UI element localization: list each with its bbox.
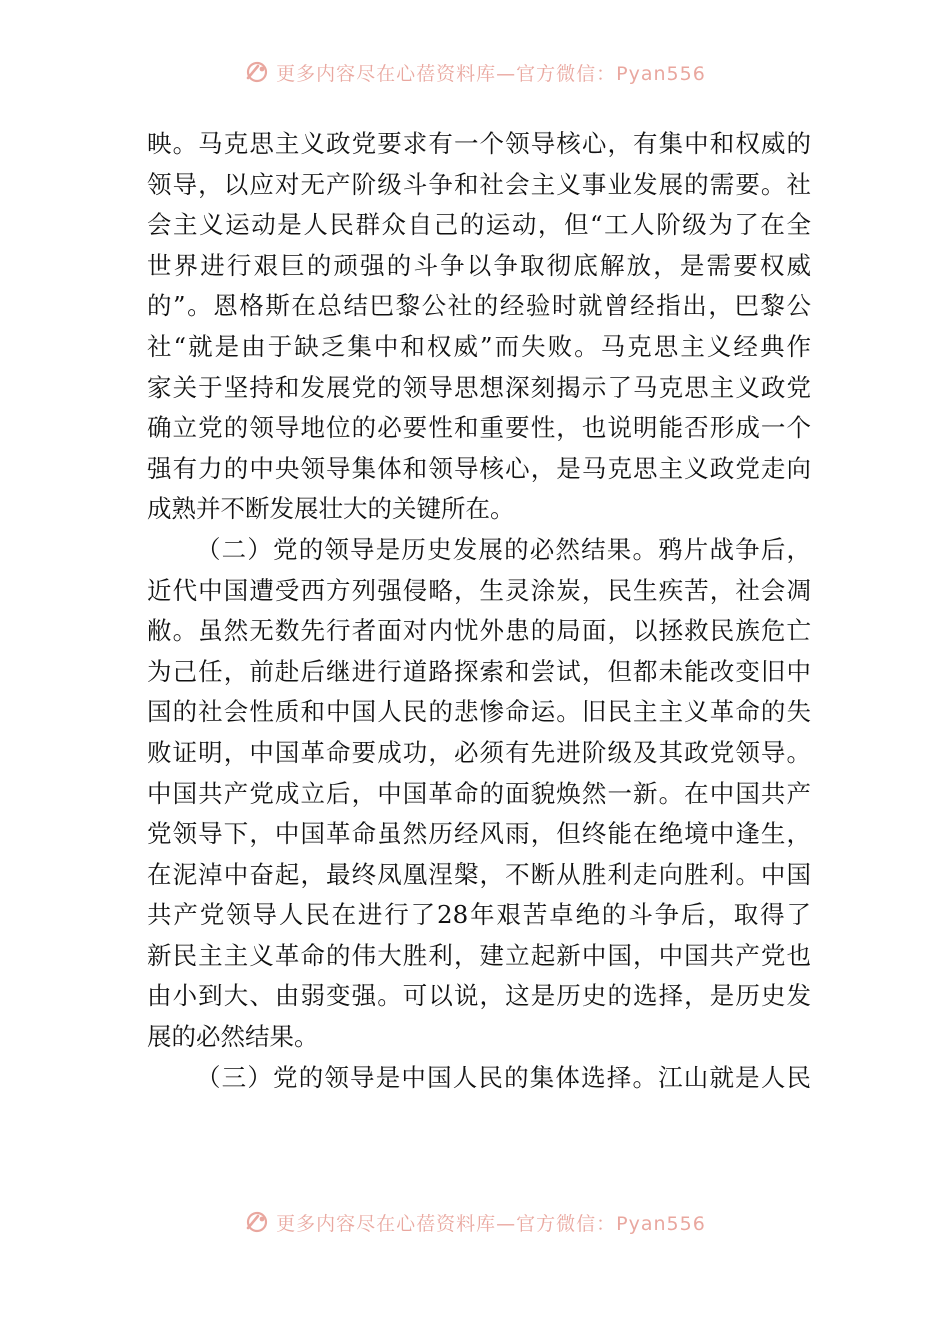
text-line: 世界进行艰巨的顽强的斗争以争取彻底解放，是需要权威 <box>147 250 811 280</box>
text-line: 党领导下，中国革命虽然历经风雨，但终能在绝境中逢生， <box>147 819 811 849</box>
brand-logo-icon <box>244 60 270 84</box>
text-line: 强有力的中央领导集体和领导核心，是马克思主义政党走向 <box>147 453 811 483</box>
text-line: 为己任，前赴后继进行道路探索和尝试，但都未能改变旧中 <box>147 656 811 686</box>
header-watermark <box>0 58 950 86</box>
text-line: 中国共产党成立后，中国革命的面貌焕然一新。在中国共产 <box>147 778 811 808</box>
watermark-text: 更多内容尽在心蓓资料库—官方微信：Pyan556 <box>276 1212 706 1235</box>
text-line: 新民主主义革命的伟大胜利，建立起新中国，中国共产党也 <box>147 940 811 970</box>
text-line: 败证明，中国革命要成功，必须有先进阶级及其政党领导。 <box>147 737 811 767</box>
text-line: 在泥淖中奋起，最终凤凰涅槃，不断从胜利走向胜利。中国 <box>147 859 811 889</box>
section-heading-line: （二）党的领导是历史发展的必然结果。鸦片战争后， <box>196 534 811 564</box>
text-line: 的”。恩格斯在总结巴黎公社的经验时就曾经指出，巴黎公 <box>147 291 811 321</box>
watermark-text: 更多内容尽在心蓓资料库—官方微信：Pyan556 <box>276 62 706 85</box>
text-line: 确立党的领导地位的必要性和重要性，也说明能否形成一个 <box>147 413 811 443</box>
text-line: 国的社会性质和中国人民的悲惨命运。旧民主主义革命的失 <box>147 697 811 727</box>
text-line: 由小到大、由弱变强。可以说，这是历史的选择，是历史发 <box>147 981 811 1011</box>
text-line: 成熟并不断发展壮大的关键所在。 <box>147 494 515 524</box>
section-heading-line: （三）党的领导是中国人民的集体选择。江山就是人民 <box>196 1062 811 1092</box>
text-line: 敝。虽然无数先行者面对内忧外患的局面，以拯救民族危亡 <box>147 616 811 646</box>
text-line: 映。马克思主义政党要求有一个领导核心，有集中和权威的 <box>147 129 811 158</box>
text-line: 展的必然结果。 <box>147 1022 319 1052</box>
brand-logo-icon <box>244 1210 270 1234</box>
footer-watermark <box>0 1208 950 1236</box>
text-line: 近代中国遭受西方列强侵略，生灵涂炭，民生疾苦，社会凋 <box>147 575 811 605</box>
text-line: 家关于坚持和发展党的领导思想深刻揭示了马克思主义政党 <box>147 372 811 402</box>
text-line: 社“就是由于缺乏集中和权威”而失败。马克思主义经典作 <box>147 331 811 361</box>
text-line: 共产党领导人民在进行了28年艰苦卓绝的斗争后，取得了 <box>147 900 811 930</box>
document-body <box>147 124 811 1098</box>
text-line: 领导，以应对无产阶级斗争和社会主义事业发展的需要。社 <box>147 169 811 199</box>
text-line: 会主义运动是人民群众自己的运动，但“工人阶级为了在全 <box>147 210 811 240</box>
